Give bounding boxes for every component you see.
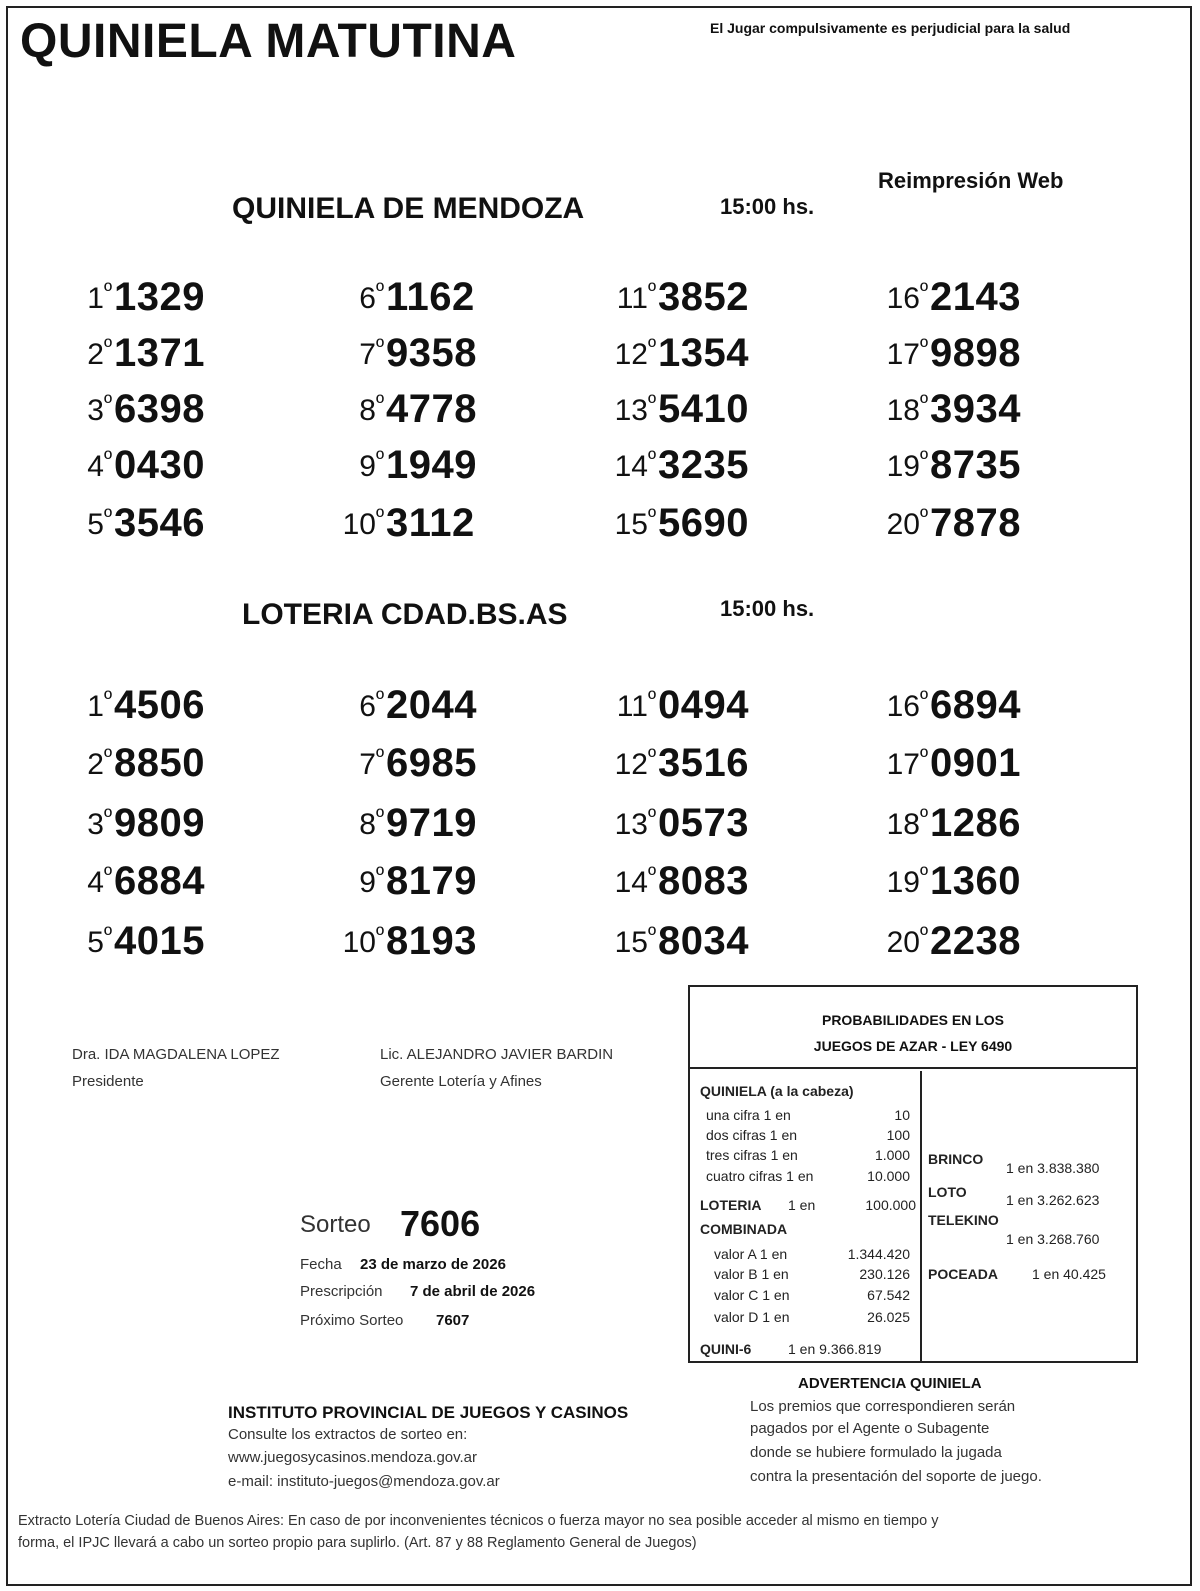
result-cell [584,442,824,490]
ordinal-mark: º [919,804,928,829]
result-position-number: 19 [886,450,920,483]
result-position-number: 18 [886,808,920,841]
result-cell [312,800,552,848]
result-position-number: 20 [886,508,920,541]
result-cell [312,274,552,322]
result-number: 1360 [930,859,1021,903]
result-position-number: 12 [614,748,648,781]
result-cell [856,918,1096,966]
ordinal-mark: º [647,278,656,303]
advertencia-line: contra la presentación del soporte de juego. [750,1468,1042,1485]
result-cell [312,918,552,966]
mendoza-time: 15:00 hs. [720,194,815,219]
loteria-prob-en: 1 en [788,1197,816,1213]
result-position [615,862,656,900]
result-number: 7878 [930,501,1021,545]
result-number: 8083 [658,859,749,903]
ordinal-mark: º [919,446,928,471]
ordinal-mark: º [103,504,112,529]
result-position [343,504,384,542]
result-cell [856,858,1096,906]
result-position-number: 20 [886,926,920,959]
combinada-prob-label: valor D 1 en [714,1309,790,1325]
institute-name: INSTITUTO PROVINCIAL DE JUEGOS Y CASINOS [228,1403,629,1422]
result-cell [312,442,552,490]
health-warning: El Jugar compulsivamente es perjudicial para la salud [710,20,1071,36]
result-position-number: 10 [342,508,376,541]
result-position [359,862,384,900]
ordinal-mark: º [919,862,928,887]
result-position [87,686,112,724]
poceada-prob-value: 1 en 40.425 [1032,1266,1106,1282]
result-number: 3546 [114,501,205,545]
result-number: 9898 [930,331,1021,375]
date-label: Fecha [300,1256,342,1273]
result-position-number: 16 [886,690,920,723]
ordinal-mark: º [919,686,928,711]
result-position-number: 4 [87,866,104,899]
result-position [87,744,112,782]
quini6-prob-value: 1 en 9.366.819 [788,1341,882,1357]
result-cell [40,274,280,322]
quiniela-prob-value: 1.000 [874,1147,910,1163]
draw-label: Sorteo [300,1211,371,1238]
ordinal-mark: º [375,334,384,359]
result-number: 4015 [114,919,205,963]
ordinal-mark: º [919,504,928,529]
quiniela-prob-value: 10 [894,1107,910,1123]
result-cell [40,500,280,548]
result-position [887,390,928,428]
result-number: 0573 [658,801,749,845]
result-cell [40,740,280,788]
institute-consult: Consulte los extractos de sorteo en: [228,1426,468,1443]
result-cell [584,386,824,434]
ordinal-mark: º [103,804,112,829]
probabilities-title-line1: PROBABILIDADES EN LOS [821,1012,1004,1028]
result-position-number: 6 [359,690,376,723]
result-position [887,862,928,900]
result-position-number: 13 [614,808,648,841]
result-position-number: 13 [614,394,648,427]
result-cell [856,330,1096,378]
loto-prob-label: LOTO [928,1184,967,1200]
result-number: 8034 [658,919,749,963]
ordinal-mark: º [647,446,656,471]
ordinal-mark: º [375,278,384,303]
result-number: 0430 [114,443,205,487]
result-cell [312,330,552,378]
signature-right-name: Lic. ALEJANDRO JAVIER BARDIN [380,1046,614,1063]
loteria-prob-value: 100.000 [865,1197,916,1213]
ordinal-mark: º [103,686,112,711]
prescription-date: 7 de abril de 2026 [410,1283,536,1300]
result-cell [40,858,280,906]
probabilities-header [690,987,1136,1069]
result-position-number: 7 [359,748,376,781]
result-cell [856,800,1096,848]
signature-left-role: Presidente [72,1073,144,1090]
result-position-number: 4 [87,450,104,483]
page-title: QUINIELA MATUTINA [20,15,517,68]
result-number: 9809 [114,801,205,845]
result-number: 4506 [114,683,205,727]
result-position-number: 15 [614,508,648,541]
ordinal-mark: º [103,862,112,887]
ordinal-mark: º [647,862,656,887]
result-number: 2044 [386,683,477,727]
result-position [87,278,112,316]
result-position-number: 11 [616,690,648,723]
result-position [615,334,656,372]
probabilities-divider [920,1071,922,1361]
result-position [887,334,928,372]
result-position-number: 6 [359,282,376,315]
quiniela-prob-title: QUINIELA (a la cabeza) [700,1083,854,1099]
result-cell [312,386,552,434]
ordinal-mark: º [919,278,928,303]
result-position [87,862,112,900]
result-cell [40,918,280,966]
result-position [359,744,384,782]
result-position-number: 9 [359,450,376,483]
signature-right-role: Gerente Lotería y Afines [380,1073,542,1090]
result-number: 1949 [386,443,477,487]
result-position-number: 1 [87,282,104,315]
ordinal-mark: º [647,804,656,829]
result-position [359,686,384,724]
result-position-number: 15 [614,926,648,959]
result-number: 3235 [658,443,749,487]
result-position [359,278,384,316]
result-number: 1329 [114,275,205,319]
result-number: 6894 [930,683,1021,727]
result-position-number: 19 [886,866,920,899]
reprint-label: Reimpresión Web [878,168,1064,193]
result-position-number: 12 [614,338,648,371]
quiniela-prob-label: dos cifras 1 en [706,1127,798,1143]
prescription-label: Prescripción [300,1283,383,1300]
next-draw-label: Próximo Sorteo [300,1312,404,1329]
result-position [887,504,928,542]
result-number: 0494 [658,683,749,727]
combinada-prob-value: 1.344.420 [847,1246,910,1262]
ordinal-mark: º [375,804,384,829]
result-number: 3516 [658,741,749,785]
result-position-number: 3 [87,808,104,841]
result-cell [40,442,280,490]
ordinal-mark: º [103,390,112,415]
ordinal-mark: º [375,390,384,415]
result-position-number: 8 [359,808,376,841]
result-position [887,744,928,782]
result-position-number: 18 [886,394,920,427]
advertencia-title: ADVERTENCIA QUINIELA [798,1375,982,1392]
result-number: 9358 [386,331,477,375]
probabilities-box [688,985,1138,1363]
result-position-number: 8 [359,394,376,427]
result-position-number: 17 [886,748,920,781]
combinada-prob-label: valor A 1 en [714,1246,788,1262]
result-number: 0901 [930,741,1021,785]
result-cell [40,800,280,848]
result-number: 8735 [930,443,1021,487]
result-position-number: 3 [87,394,104,427]
result-position-number: 5 [87,926,104,959]
ordinal-mark: º [375,686,384,711]
combinada-prob-title: COMBINADA [700,1221,788,1237]
quiniela-prob-label: tres cifras 1 en [706,1147,798,1163]
ordinal-mark: º [375,446,384,471]
ordinal-mark: º [103,744,112,769]
result-number: 3112 [386,501,475,545]
brinco-prob-value: 1 en 3.838.380 [1006,1160,1100,1176]
quiniela-prob-label: cuatro cifras 1 en [706,1168,814,1184]
result-number: 9719 [386,801,477,845]
result-position-number: 17 [886,338,920,371]
probabilities-title-line2: JUEGOS DE AZAR - LEY 6490 [813,1038,1013,1054]
result-position [615,744,656,782]
result-position-number: 2 [87,338,104,371]
result-cell [584,682,824,730]
footer-note-line2: forma, el IPJC llevará a cabo un sorteo propio para suplirlo. (Art. 87 y 88 Reglamento General de Juegos) [18,1535,697,1551]
result-position-number: 2 [87,748,104,781]
ordinal-mark: º [375,504,384,529]
result-cell [40,682,280,730]
result-position [343,922,384,960]
footer-note-line1: Extracto Lotería Ciudad de Buenos Aires: En caso de por inconvenientes técnicos o fuerza mayor no sea posible acceder al mismo en tiempo y [18,1513,939,1529]
telekino-prob-label: TELEKINO [928,1212,999,1228]
result-position [359,334,384,372]
result-number: 8850 [114,741,205,785]
result-position-number: 11 [616,282,648,315]
result-position [615,804,656,842]
draw-date: 23 de marzo de 2026 [360,1256,506,1273]
draw-number: 7606 [400,1203,481,1244]
result-position [887,686,928,724]
signature-left-name: Dra. IDA MAGDALENA LOPEZ [72,1046,280,1063]
ordinal-mark: º [103,922,112,947]
institute-email: e-mail: instituto-juegos@mendoza.gov.ar [228,1473,500,1490]
quini6-prob-label: QUINI-6 [700,1341,752,1357]
result-position [887,922,928,960]
result-position-number: 1 [87,690,104,723]
result-cell [584,274,824,322]
advertencia-line: Los premios que correspondieren serán [750,1398,1016,1415]
result-cell [856,274,1096,322]
result-position-number: 5 [87,508,104,541]
result-position [87,504,112,542]
result-number: 1354 [658,331,749,375]
result-number: 8193 [386,919,477,963]
combinada-prob-value: 26.025 [867,1309,910,1325]
result-position-number: 9 [359,866,376,899]
result-number: 2238 [930,919,1021,963]
result-number: 3852 [658,275,749,319]
result-position [87,804,112,842]
ordinal-mark: º [919,922,928,947]
result-number: 6985 [386,741,477,785]
quiniela-prob-value: 10.000 [867,1168,910,1184]
ordinal-mark: º [375,744,384,769]
ordinal-mark: º [103,278,112,303]
result-cell [856,500,1096,548]
result-position [87,446,112,484]
result-cell [856,386,1096,434]
ordinal-mark: º [103,334,112,359]
result-number: 3934 [930,387,1021,431]
result-cell [584,500,824,548]
result-cell [40,330,280,378]
result-cell [856,682,1096,730]
ordinal-mark: º [919,334,928,359]
result-position-number: 16 [886,282,920,315]
ordinal-mark: º [647,390,656,415]
result-position-number: 14 [614,450,648,483]
advertencia-line: pagados por el Agente o Subagente [750,1420,990,1437]
result-position [359,390,384,428]
result-position [617,686,656,724]
result-cell [856,442,1096,490]
result-number: 1371 [114,331,205,375]
institute-website: www.juegosycasinos.mendoza.gov.ar [228,1449,478,1466]
combinada-prob-value: 230.126 [859,1266,910,1282]
ordinal-mark: º [375,922,384,947]
result-cell [856,740,1096,788]
result-cell [584,330,824,378]
result-position [87,334,112,372]
ordinal-mark: º [647,744,656,769]
bsas-time: 15:00 hs. [720,596,815,621]
ordinal-mark: º [103,446,112,471]
result-number: 5410 [658,387,749,431]
bsas-title: LOTERIA CDAD.BS.AS [242,598,568,631]
result-number: 5690 [658,501,749,545]
poceada-prob-label: POCEADA [928,1266,999,1282]
brinco-prob-label: BRINCO [928,1151,984,1167]
result-number: 1286 [930,801,1021,845]
result-position [615,390,656,428]
result-position [359,804,384,842]
ordinal-mark: º [647,334,656,359]
result-position-number: 14 [614,866,648,899]
loto-prob-value: 1 en 3.262.623 [1006,1192,1100,1208]
mendoza-title: QUINIELA DE MENDOZA [232,192,585,225]
combinada-prob-label: valor C 1 en [714,1287,790,1303]
result-position [359,446,384,484]
result-cell [584,800,824,848]
result-number: 1162 [386,275,475,319]
quiniela-prob-value: 100 [886,1127,910,1143]
result-cell [312,740,552,788]
combinada-prob-label: valor B 1 en [714,1266,789,1282]
result-position [615,504,656,542]
loteria-prob-label: LOTERIA [700,1197,762,1213]
result-position [887,804,928,842]
ordinal-mark: º [647,504,656,529]
result-position-number: 10 [342,926,376,959]
result-cell [584,918,824,966]
result-position [87,390,112,428]
ordinal-mark: º [375,862,384,887]
result-number: 4778 [386,387,477,431]
ordinal-mark: º [647,686,656,711]
ordinal-mark: º [919,390,928,415]
result-cell [584,740,824,788]
result-position [615,446,656,484]
result-cell [584,858,824,906]
result-position [87,922,112,960]
result-cell [312,682,552,730]
result-number: 6884 [114,859,205,903]
result-position-number: 7 [359,338,376,371]
combinada-prob-value: 67.542 [867,1287,910,1303]
ordinal-mark: º [647,922,656,947]
quiniela-prob-label: una cifra 1 en [706,1107,791,1123]
result-cell [312,500,552,548]
ordinal-mark: º [919,744,928,769]
result-position [887,446,928,484]
telekino-prob-value: 1 en 3.268.760 [1006,1231,1100,1247]
result-number: 8179 [386,859,477,903]
result-position [617,278,656,316]
next-draw-number: 7607 [436,1312,470,1329]
result-cell [40,386,280,434]
result-position [887,278,928,316]
result-number: 2143 [930,275,1021,319]
result-cell [312,858,552,906]
advertencia-line: donde se hubiere formulado la jugada [750,1444,1002,1461]
result-position [615,922,656,960]
result-number: 6398 [114,387,205,431]
